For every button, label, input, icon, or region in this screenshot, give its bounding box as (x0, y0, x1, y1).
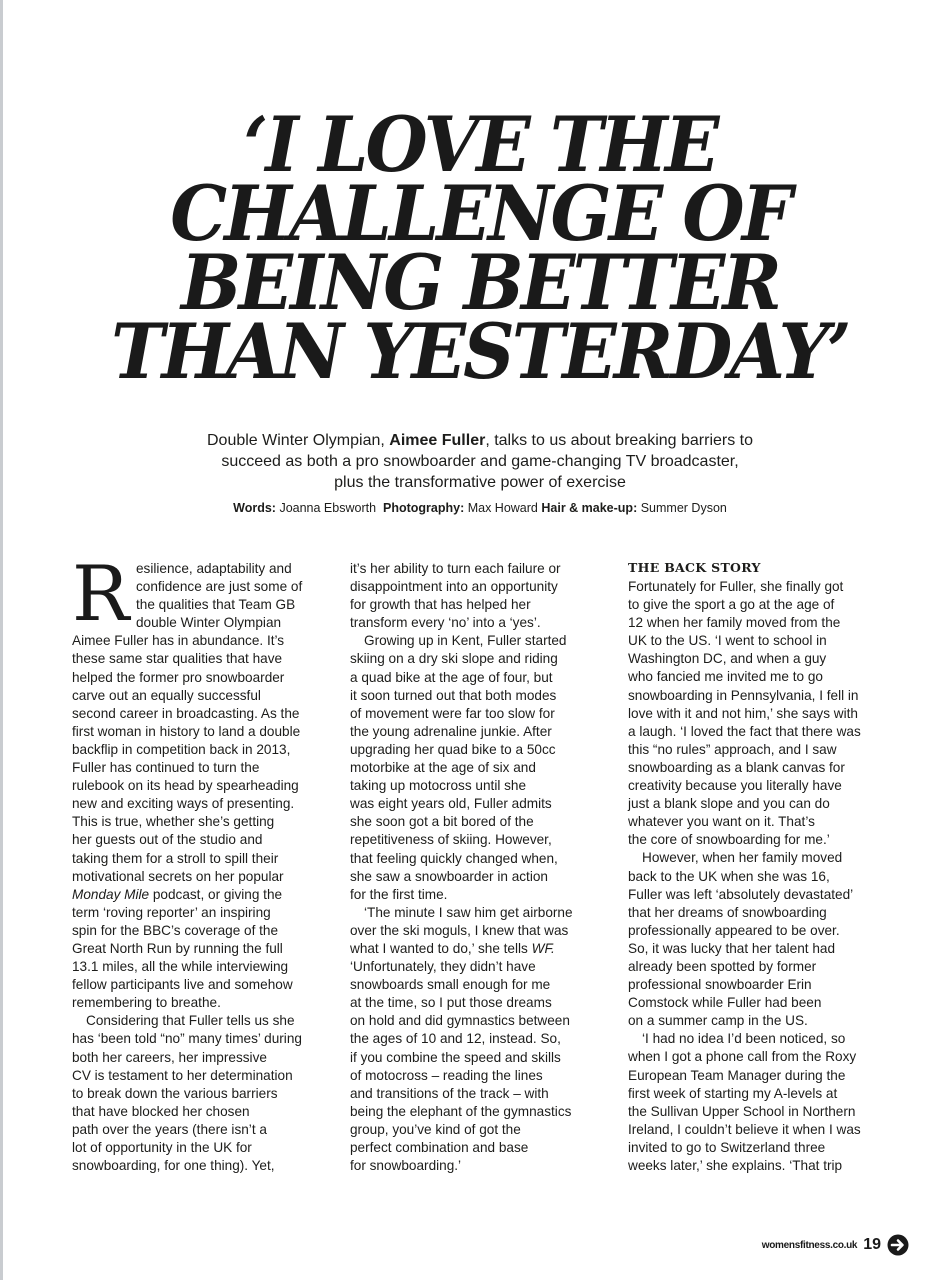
standfirst-line-3: plus the transformative power of exercise (334, 474, 626, 491)
words-value: Joanna Ebsworth (279, 501, 377, 515)
page-footer (762, 1234, 909, 1256)
text-line: being the elephant of the gymnastics (350, 1103, 572, 1119)
text-line: of motocross – reading the lines (350, 1067, 543, 1083)
text-line: backflip in competition back in 2013, (72, 741, 291, 757)
text-line: helped the former pro snowboarder (72, 669, 285, 685)
text-line: already been spotted by former (628, 958, 817, 974)
text-line: just a blank slope and you can do (628, 796, 830, 812)
text-line: Fuller has continued to turn the (72, 760, 260, 776)
photography-value: Max Howard (467, 501, 538, 515)
text-line: first woman in history to land a double (72, 723, 301, 739)
text-line: Considering that Fuller tells us she (86, 1013, 295, 1029)
text-line: it soon turned out that both modes (350, 687, 557, 703)
text-line: at the time, so I put those dreams (350, 995, 552, 1011)
text-line: snowboards small enough for me (350, 977, 551, 993)
text-line: love with it and not him,’ she says with (628, 705, 858, 721)
text-line: This is true, whether she’s getting (72, 814, 275, 830)
text-line: 13.1 miles, all the while interviewing (72, 959, 289, 975)
text-line: to give the sport a go at the age of (628, 597, 835, 613)
text-line: Monday Mile podcast, or giving the (72, 886, 283, 902)
text-line: over the ski moguls, I knew that was (350, 922, 569, 938)
text-line: on a summer camp in the US. (628, 1013, 808, 1029)
text-line: ‘Unfortunately, they didn’t have (350, 959, 536, 975)
text-line: when I got a phone call from the Roxy (628, 1049, 857, 1065)
text-line: snowboarding in Pennsylvania, I fell in (628, 687, 859, 703)
text-line: for snowboarding.’ (350, 1158, 462, 1174)
text-line: invited to go to Switzerland three (628, 1139, 826, 1155)
text-line: fellow participants live and somehow (72, 977, 293, 993)
arrow-right-circle-icon[interactable] (887, 1234, 909, 1256)
text-line: motivational secrets on her popular (72, 868, 284, 884)
text-line: for growth that has helped her (350, 597, 531, 613)
text-line: snowboarding, for one thing). Yet, (72, 1158, 275, 1174)
headline-line: THAN YESTERDAY’ (111, 307, 849, 396)
text-line: ‘I had no idea I’d been noticed, so (642, 1031, 846, 1047)
text-line: Washington DC, and when a guy (628, 651, 827, 667)
text-line: remembering to breathe. (72, 995, 221, 1011)
text-line: So, it was lucky that her talent had (628, 940, 836, 956)
drop-cap: R (72, 549, 130, 638)
text-line: that have blocked her chosen (72, 1103, 250, 1119)
text-line: However, when her family moved (642, 850, 843, 866)
text-line: 12 when her family moved from the (628, 615, 841, 631)
drop-cap-block (72, 549, 330, 638)
headline (85, 100, 875, 396)
text-line: group, you’ve kind of got the (350, 1121, 521, 1137)
text-line: a laugh. ‘I loved the fact that there was (628, 723, 861, 739)
text-line: UK to the US. ‘I went to school in (628, 633, 827, 649)
hair-makeup-value: Summer Dyson (640, 501, 727, 515)
text-line: a quad bike at the age of four, but (350, 669, 553, 685)
text-line: the Sullivan Upper School in Northern (628, 1103, 856, 1119)
text-line: confidence are just some of (136, 579, 303, 595)
headline-line: CHALLENGE OF (170, 169, 790, 258)
text-line: rulebook on its head by spearheading (72, 778, 299, 794)
text-line: that feeling quickly changed when, (350, 850, 558, 866)
text-line: and transitions of the track – with (350, 1085, 549, 1101)
headline-line: BEING BETTER (180, 238, 780, 327)
credits (100, 501, 860, 515)
text-line: taking them for a stroll to spill their (72, 850, 279, 866)
text-line: carve out an equally successful (72, 687, 261, 703)
text-line: the young adrenaline junkie. After (350, 723, 552, 739)
text-line: the core of snowboarding for me.’ (628, 832, 830, 848)
website-url: womensfitness.co.uk (761, 1239, 858, 1251)
podcast-title: Monday Mile (72, 886, 150, 902)
text-line: esilience, adaptability and (136, 561, 292, 576)
standfirst-line-1: Double Winter Olympian, Aimee Fuller, talks to us about breaking barriers to (206, 432, 754, 449)
text-line: motorbike at the age of six and (350, 760, 536, 776)
text-line: Fortunately for Fuller, she finally got (628, 579, 844, 594)
text-line: upgrading her quad bike to a 50cc (350, 741, 556, 757)
text-line: Growing up in Kent, Fuller started (364, 633, 567, 649)
text-line: Aimee Fuller has in abundance. It’s (72, 633, 285, 649)
text-line: back to the UK when she was 16, (628, 868, 830, 884)
article-column-2 (350, 560, 608, 1175)
text-line: disappointment into an opportunity (350, 579, 558, 595)
text-line: skiing on a dry ski slope and riding (350, 651, 558, 667)
text-line: perfect combination and base (350, 1140, 529, 1155)
text-line: who fancied me invited me to go (628, 669, 823, 685)
article-column-1 (72, 549, 330, 1175)
text-line: that her dreams of snowboarding (628, 904, 827, 920)
magazine-abbrev: WF. (531, 940, 555, 956)
text-line: of movement were far too slow for (350, 705, 555, 721)
text-line: first week of starting my A-levels at (628, 1085, 838, 1101)
text-line: professionally appeared to be over. (628, 922, 840, 938)
standfirst (100, 430, 860, 493)
text-line: the ages of 10 and 12, instead. So, (350, 1031, 561, 1047)
text-line: Great North Run by running the full (72, 940, 283, 956)
text-line: both her careers, her impressive (72, 1049, 267, 1065)
text-line: lot of opportunity in the UK for (72, 1140, 252, 1155)
text-line: Comstock while Fuller had been (628, 995, 822, 1011)
text-line: it’s her ability to turn each failure or (350, 561, 561, 576)
text-line: was eight years old, Fuller admits (350, 796, 552, 812)
text-line: these same star qualities that have (72, 651, 283, 667)
article-column-3 (628, 560, 886, 1175)
photography-label: Photography: (382, 501, 465, 515)
text-line: path over the years (there isn’t a (72, 1121, 267, 1137)
text-line: on hold and did gymnastics between (350, 1013, 570, 1029)
headline-line: ‘I LOVE THE (243, 100, 717, 189)
text-line: new and exciting ways of presenting. (72, 796, 295, 812)
text-line: second career in broadcasting. As the (72, 705, 300, 721)
text-line: professional snowboarder Erin (628, 977, 812, 993)
text-line: what I wanted to do,’ she tells WF. (350, 940, 555, 956)
standfirst-line-2: succeed as both a pro snowboarder and game-changing TV broadcaster, (221, 453, 739, 470)
words-label: Words: (233, 501, 276, 515)
text-line: transform every ‘no’ into a ‘yes’. (350, 615, 541, 631)
text-line: creativity because you literally have (628, 778, 842, 794)
page-edge-line (0, 0, 3, 1280)
text-line: if you combine the speed and skills (350, 1049, 561, 1065)
section-heading: THE BACK STORY (628, 560, 761, 575)
text-line: CV is testament to her determination (72, 1067, 293, 1083)
text-line: weeks later,’ she explains. ‘That trip (628, 1158, 843, 1173)
text-line: taking up motocross until she (350, 778, 527, 794)
text-line: double Winter Olympian (136, 615, 282, 631)
text-line: term ‘roving reporter’ an inspiring (72, 904, 271, 920)
text-line: whatever you want on it. That’s (628, 814, 815, 830)
text-line: this “no rules” approach, and I saw (628, 741, 837, 757)
text-line: to break down the various barriers (72, 1085, 278, 1101)
text-line: ‘The minute I saw him get airborne (364, 904, 573, 920)
text-line: her guests out of the studio and (72, 832, 263, 848)
text-line: European Team Manager during the (628, 1067, 846, 1083)
page-number: 19 (863, 1236, 881, 1253)
hair-makeup-label: Hair & make-up: (541, 501, 638, 515)
text-line: has ‘been told “no” many times’ during (72, 1031, 302, 1047)
text-line: Ireland, I couldn’t believe it when I was (628, 1121, 861, 1137)
text-line: she saw a snowboarder in action (350, 868, 548, 884)
text-line: for the first time. (350, 886, 448, 902)
text-line: the qualities that Team GB (136, 597, 296, 613)
interviewee-name: Aimee Fuller (389, 432, 486, 449)
text-line: Fuller was left ‘absolutely devastated’ (628, 886, 854, 902)
text-line: snowboarding as a blank canvas for (628, 759, 845, 775)
text-line: she soon got a bit bored of the (350, 814, 534, 830)
text-line: repetitiveness of skiing. However, (350, 832, 552, 848)
text-line: spin for the BBC’s coverage of the (72, 922, 279, 938)
